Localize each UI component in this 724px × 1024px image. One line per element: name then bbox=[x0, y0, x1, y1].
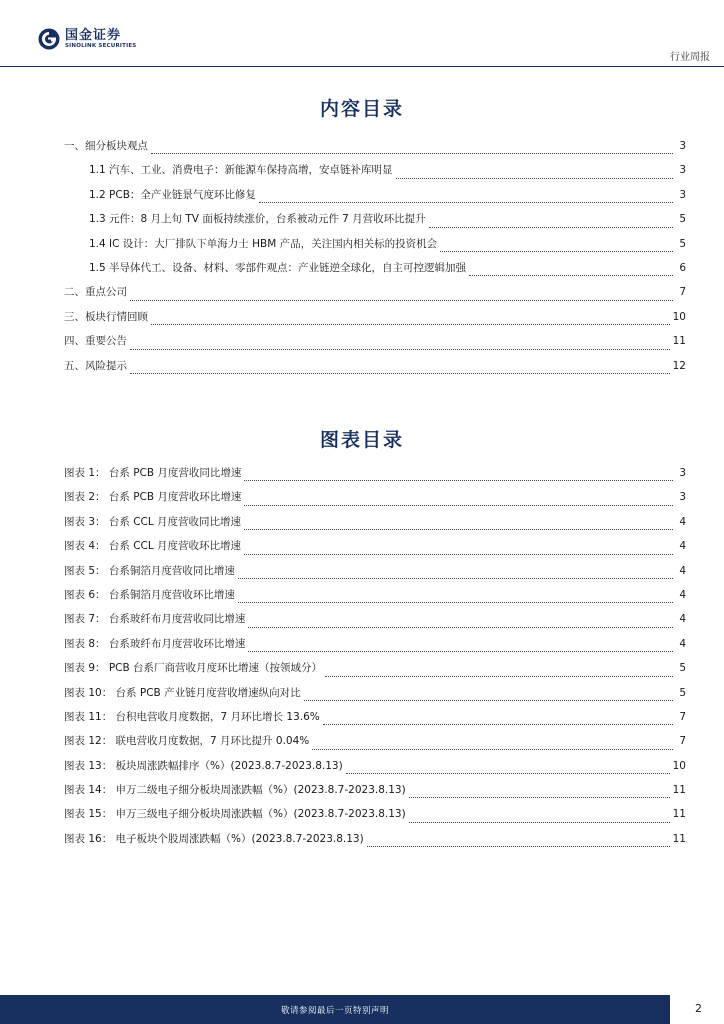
toc-entry-page: 3 bbox=[679, 188, 686, 201]
figure-entry-page: 11 bbox=[672, 784, 686, 797]
figure-entry-text: 图表 2： 台系 PCB 月度营收环比增速 bbox=[64, 491, 242, 504]
toc-entry-text: 四、重要公告 bbox=[64, 335, 127, 348]
dot-leader bbox=[238, 577, 673, 579]
figure-entry[interactable] bbox=[64, 831, 686, 855]
dot-leader bbox=[130, 299, 673, 301]
figure-entry-page: 4 bbox=[679, 540, 686, 553]
toc-entry[interactable] bbox=[64, 138, 686, 162]
dot-leader bbox=[346, 772, 670, 774]
dot-leader bbox=[248, 626, 673, 628]
figure-entry[interactable] bbox=[64, 538, 686, 562]
figure-entry[interactable] bbox=[64, 611, 686, 635]
figure-entry-text: 图表 11： 台积电营收月度数据，7 月环比增长 13.6% bbox=[64, 710, 320, 723]
dot-leader bbox=[409, 796, 670, 798]
footer-disclaimer: 敬请参阅最后一页特别声明 bbox=[280, 1005, 389, 1016]
contents-list bbox=[64, 138, 686, 382]
dot-leader bbox=[409, 821, 670, 823]
page-number: 2 bbox=[695, 1002, 702, 1015]
toc-entry-page: 5 bbox=[679, 237, 686, 250]
figure-entry[interactable] bbox=[64, 782, 686, 806]
figure-entry-text: 图表 1： 台系 PCB 月度营收同比增速 bbox=[64, 467, 242, 479]
dot-leader bbox=[244, 528, 673, 530]
figure-entry[interactable] bbox=[64, 709, 686, 733]
figure-entry-text: 图表 15： 申万三级电子细分板块周涨跌幅（%）(2023.8.7-2023.8.13) bbox=[64, 808, 406, 821]
toc-entry-page: 12 bbox=[672, 359, 686, 372]
toc-entry-text: 1.4 IC 设计：大厂排队下单海力士 HBM 产品，关注国内相关标的投资机会 bbox=[89, 237, 438, 250]
figure-entry-page: 10 bbox=[672, 759, 686, 772]
figure-entry-page: 4 bbox=[679, 515, 686, 528]
toc-entry-text: 一、细分板块观点 bbox=[64, 140, 148, 152]
figure-entry-text: 图表 5： 台系铜箔月度营收同比增速 bbox=[64, 564, 235, 577]
toc-entry[interactable] bbox=[64, 309, 686, 333]
dot-leader bbox=[244, 504, 673, 506]
dot-leader bbox=[130, 348, 670, 350]
figure-entry[interactable] bbox=[64, 758, 686, 782]
figure-entry[interactable] bbox=[64, 514, 686, 538]
toc-entry[interactable] bbox=[64, 187, 686, 211]
footer-bar bbox=[0, 995, 670, 1024]
dot-leader bbox=[312, 748, 673, 750]
toc-entry-page: 6 bbox=[679, 261, 686, 274]
figures-title: 图表目录 bbox=[319, 429, 404, 451]
figure-entry[interactable] bbox=[64, 733, 686, 757]
toc-entry-page: 3 bbox=[679, 164, 686, 177]
figure-entry-text: 图表 12： 联电营收月度数据，7 月环比提升 0.04% bbox=[64, 735, 310, 748]
figure-entry[interactable] bbox=[64, 660, 686, 684]
toc-entry-page: 11 bbox=[672, 335, 686, 348]
page-footer bbox=[0, 995, 724, 1024]
dot-leader bbox=[130, 372, 670, 374]
figure-entry-page: 11 bbox=[672, 832, 686, 845]
toc-entry-page: 10 bbox=[672, 310, 686, 323]
dot-leader bbox=[238, 601, 673, 603]
figure-entry[interactable] bbox=[64, 636, 686, 660]
figure-entry-text: 图表 13： 板块周涨跌幅排序（%）(2023.8.7-2023.8.13) bbox=[64, 759, 343, 772]
figure-entry-text: 图表 16： 电子板块个股周涨跌幅（%）(2023.8.7-2023.8.13) bbox=[64, 832, 364, 845]
dot-leader bbox=[244, 553, 673, 555]
toc-entry[interactable] bbox=[64, 260, 686, 284]
figure-entry[interactable] bbox=[64, 685, 686, 709]
figure-entry-text: 图表 10： 台系 PCB 产业链月度营收增速纵向对比 bbox=[64, 686, 301, 699]
figure-entry-text: 图表 7： 台系玻纤布月度营收同比增速 bbox=[64, 613, 246, 626]
dot-leader bbox=[151, 323, 670, 325]
report-type-label: 行业周报 bbox=[670, 52, 710, 63]
figure-entry-page: 3 bbox=[679, 467, 686, 479]
dot-leader bbox=[323, 723, 673, 725]
figure-entry-page: 11 bbox=[672, 808, 686, 821]
logo-english-name: SINOLINK SECURITIES bbox=[65, 42, 137, 49]
figure-entry-text: 图表 3： 台系 CCL 月度营收同比增速 bbox=[64, 515, 242, 528]
toc-entry-page: 3 bbox=[679, 140, 686, 152]
dot-leader bbox=[151, 152, 673, 154]
figure-entry-text: 图表 8： 台系玻纤布月度营收环比增速 bbox=[64, 637, 246, 650]
figure-entry-page: 5 bbox=[679, 686, 686, 699]
toc-entry[interactable] bbox=[64, 358, 686, 382]
toc-entry-page: 7 bbox=[679, 286, 686, 299]
toc-entry[interactable] bbox=[64, 162, 686, 186]
figure-entry-page: 4 bbox=[679, 564, 686, 577]
figures-list bbox=[64, 465, 686, 855]
toc-entry-text: 1.1 汽车、工业、消费电子：新能源车保持高增，安卓链补库明显 bbox=[89, 164, 393, 177]
dot-leader bbox=[469, 274, 673, 276]
contents-title: 内容目录 bbox=[319, 98, 404, 120]
figure-entry-text: 图表 4： 台系 CCL 月度营收环比增速 bbox=[64, 540, 242, 553]
figure-entry[interactable] bbox=[64, 465, 686, 489]
dot-leader bbox=[440, 250, 673, 252]
dot-leader bbox=[248, 650, 673, 652]
dot-leader bbox=[396, 177, 673, 179]
toc-entry[interactable] bbox=[64, 236, 686, 260]
figure-entry-page: 5 bbox=[679, 662, 686, 675]
page-header bbox=[0, 0, 724, 70]
figure-entry-page: 7 bbox=[679, 735, 686, 748]
figure-entry-page: 3 bbox=[679, 491, 686, 504]
figure-entry-text: 图表 9： PCB 台系厂商营收月度环比增速（按领域分） bbox=[64, 662, 323, 675]
figure-entry-page: 4 bbox=[679, 588, 686, 601]
figure-entry-page: 4 bbox=[679, 613, 686, 626]
toc-entry-text: 五、风险提示 bbox=[64, 359, 127, 372]
toc-entry[interactable] bbox=[64, 211, 686, 235]
toc-entry-text: 1.5 半导体代工、设备、材料、零部件观点：产业链逆全球化，自主可控逻辑加强 bbox=[89, 261, 467, 274]
figure-entry[interactable] bbox=[64, 563, 686, 587]
company-logo bbox=[38, 28, 136, 50]
figure-entry-text: 图表 6： 台系铜箔月度营收环比增速 bbox=[64, 588, 235, 601]
figure-entry-page: 7 bbox=[679, 710, 686, 723]
figure-entry[interactable] bbox=[64, 806, 686, 830]
header-divider bbox=[0, 66, 724, 67]
toc-entry-text: 1.3 元件：8 月上旬 TV 面板持续涨价，台系被动元件 7 月营收环比提升 bbox=[89, 213, 426, 226]
dot-leader bbox=[325, 675, 673, 677]
logo-chinese-name: 国金证券 bbox=[65, 27, 122, 43]
figure-entry[interactable] bbox=[64, 587, 686, 611]
dot-leader bbox=[304, 699, 673, 701]
toc-entry-text: 二、重点公司 bbox=[64, 286, 127, 299]
toc-entry[interactable] bbox=[64, 284, 686, 308]
figure-entry-text: 图表 14： 申万二级电子细分板块周涨跌幅（%）(2023.8.7-2023.8.13) bbox=[64, 784, 406, 797]
toc-entry-text: 1.2 PCB：全产业链景气度环比修复 bbox=[89, 188, 256, 201]
dot-leader bbox=[244, 479, 673, 481]
toc-entry-page: 5 bbox=[679, 213, 686, 226]
sinolink-logo-icon bbox=[38, 28, 60, 50]
figure-entry[interactable] bbox=[64, 489, 686, 513]
dot-leader bbox=[367, 845, 670, 847]
dot-leader bbox=[259, 201, 673, 203]
toc-entry-text: 三、板块行情回顾 bbox=[64, 310, 148, 323]
dot-leader bbox=[429, 226, 673, 228]
figure-entry-page: 4 bbox=[679, 637, 686, 650]
toc-entry[interactable] bbox=[64, 333, 686, 357]
